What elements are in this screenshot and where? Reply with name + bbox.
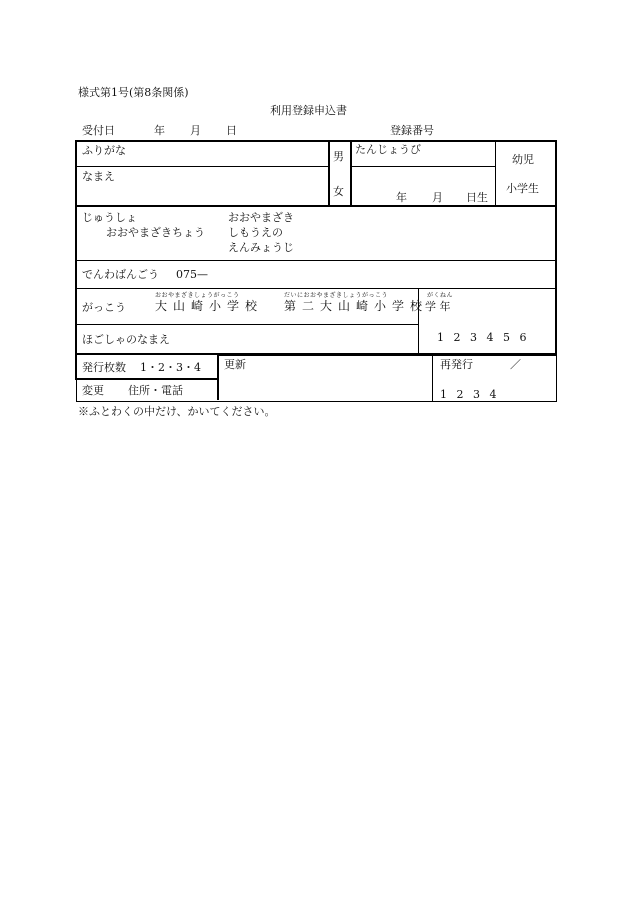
issue-count-label: 発行枚数 xyxy=(82,361,126,374)
birth-month-label: 月 xyxy=(432,191,443,204)
birth-day-label: 日生 xyxy=(466,191,488,204)
birth-year-label: 年 xyxy=(396,191,407,204)
phone-field[interactable] xyxy=(210,265,550,283)
renewal-label: 更新 xyxy=(224,358,246,371)
male-option[interactable]: 男 xyxy=(333,150,344,163)
birthday-field[interactable] xyxy=(355,170,491,188)
grade-options[interactable]: 1 2 3 4 5 6 xyxy=(437,331,527,344)
school-label: がっこう xyxy=(82,301,126,314)
female-option[interactable]: 女 xyxy=(333,185,344,198)
received-date-label: 受付日 xyxy=(82,124,115,137)
change-label: 変更 xyxy=(82,384,104,397)
school1-ruby: おおやまざきしょうがっこう xyxy=(155,292,240,299)
form-title: 利用登録申込書 xyxy=(270,104,347,117)
name-field[interactable] xyxy=(80,184,324,204)
footer-note: ※ふとわくの中だけ、かいてください。 xyxy=(78,405,276,418)
reissue-options[interactable]: 1 2 3 4 xyxy=(440,388,497,401)
address-option-enmyoji[interactable]: えんみょうじ xyxy=(228,241,294,254)
phone-prefix: 075— xyxy=(176,268,208,281)
received-month-label: 月 xyxy=(190,124,201,137)
furigana-field[interactable] xyxy=(130,143,324,163)
guardian-field[interactable] xyxy=(180,328,412,348)
school-option-daini-oyamazaki[interactable]: 第二大山崎小学校 xyxy=(284,299,429,313)
reissue-label: 再発行 xyxy=(440,358,473,371)
form-number: 様式第1号(第8条関係) xyxy=(78,86,189,99)
school-option-oyamazaki[interactable]: 大山崎小学校 xyxy=(155,299,264,313)
received-day-label: 日 xyxy=(226,124,237,137)
preschool-option[interactable]: 幼児 xyxy=(512,153,534,166)
guardian-label: ほごしゃのなまえ xyxy=(82,333,170,346)
address-label: じゅうしょ xyxy=(82,211,137,224)
school2-ruby: だいにおおやまざきしょうがっこう xyxy=(284,292,389,299)
address-option-shimoueno[interactable]: しもうえの xyxy=(228,226,283,239)
issue-count-options[interactable]: 1・2・3・4 xyxy=(140,361,201,374)
reissue-slash: ／ xyxy=(510,358,521,371)
phone-label: でんわばんごう xyxy=(82,268,159,281)
registration-number-label: 登録番号 xyxy=(390,124,434,137)
elementary-option[interactable]: 小学生 xyxy=(506,182,539,195)
grade-label: 学 年 xyxy=(425,300,451,313)
change-items[interactable]: 住所・電話 xyxy=(128,384,183,397)
received-year-label: 年 xyxy=(154,124,165,137)
address-option-oyamazaki[interactable]: おおやまざき xyxy=(228,211,294,224)
furigana-label: ふりがな xyxy=(82,144,126,157)
address-option-oyamazaki-cho[interactable]: おおやまざきちょう xyxy=(106,226,205,239)
name-label: なまえ xyxy=(82,170,115,183)
birthday-label: たんじょうび xyxy=(355,143,421,156)
grade-ruby: がくねん xyxy=(427,292,454,299)
